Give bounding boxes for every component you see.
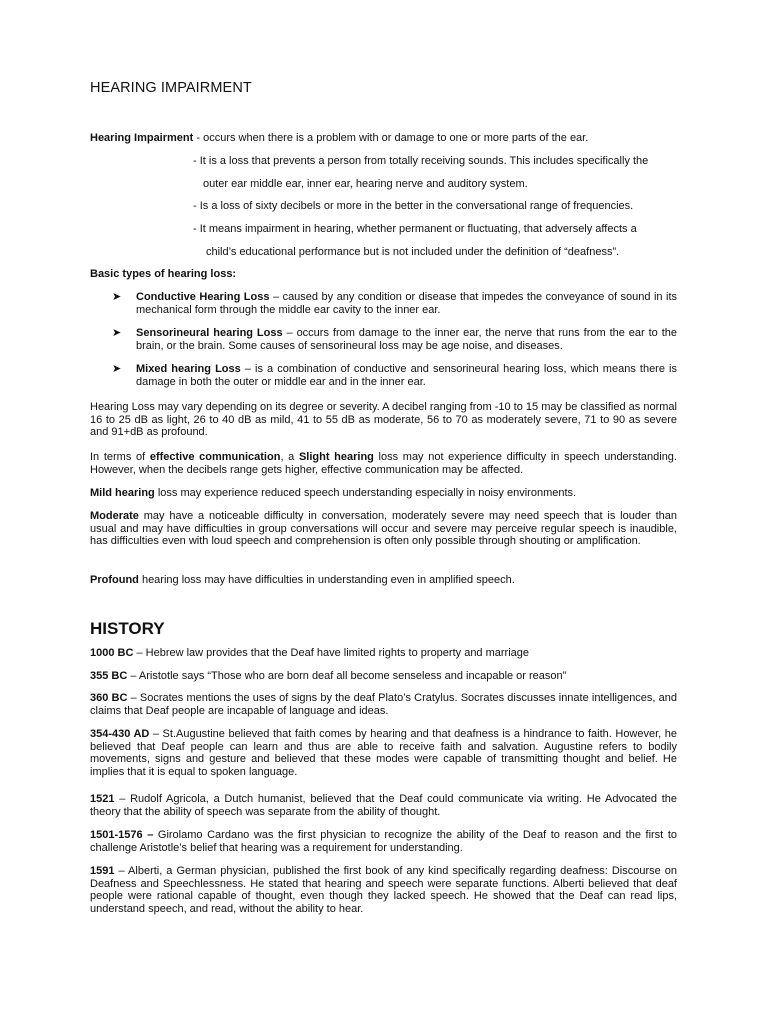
history-entry [90,829,677,854]
comm-text: loss may not experience difficulty in speech understanding. However, when the decibels range gets higher, effective communication may be affected. [90,451,677,476]
mild-paragraph [90,487,677,500]
definition-point: - Is a loss of sixty decibels or more in the better in the conversational range of frequencies. [193,200,634,212]
arrow-bullet-icon: ➤ [112,363,122,375]
history-entry [90,728,677,778]
history-entry [90,865,677,915]
history-date: 355 BC [90,670,128,682]
definition-point: child’s educational performance but is not included under the definition of “deafness”. [206,246,620,258]
definition-line [90,132,588,144]
history-text: Girolamo Cardano was the first physician to recognize the ability of the Deaf to reason and the first to challenge Aristotle’s belief that hearing was a requirement for understanding. [90,829,677,854]
definition-point: - It means impairment in hearing, whether permanent or fluctuating, that adversely affects a [193,223,637,235]
list-item [112,327,677,353]
definition-text: - occurs when there is a problem with or damage to one or more parts of the ear. [193,132,589,144]
history-entry [90,647,677,660]
type-term: Mixed hearing Loss [136,363,241,375]
history-date: 360 BC [90,692,128,704]
profound-text: hearing loss may have difficulties in understanding even in amplified speech. [138,574,515,586]
arrow-bullet-icon: ➤ [112,327,122,339]
history-text: – Hebrew law provides that the Deaf have limited rights to property and marriage [133,647,530,659]
history-date: 1000 BC [90,647,134,659]
types-heading: Basic types of hearing loss: [90,268,237,280]
history-text: – Aristotle says “Those who are born deaf all become senseless and incapable or reason” [127,670,567,682]
profound-paragraph [90,574,677,587]
history-text: – Alberti, a German physician, published the first book of any kind specifically regarding deafness: Discourse on Deafness and Speechlessness. He stated that hearing and speech were separate functions. Alberti believed that deaf people were rational capable of thought, even though they lacked speech. He showed that the Deaf can read lips, understand speech, and read, without the ability to hear. [90,865,677,915]
definition-point: - It is a loss that prevents a person from totally receiving sounds. This includes specifically the [193,155,649,167]
moderate-paragraph [90,510,677,548]
type-term: Sensorineural hearing Loss [136,327,283,339]
page-title: HEARING IMPAIRMENT [90,80,252,96]
history-heading: HISTORY [90,619,165,638]
list-item [112,291,677,317]
comm-text: , a [280,451,299,463]
history-entry [90,793,677,818]
type-term: Conductive Hearing Loss [136,291,270,303]
definition-term: Hearing Impairment [90,132,194,144]
history-date: 1591 [90,865,115,877]
comm-term: Slight hearing [298,451,374,463]
history-date: 1501-1576 – [90,829,154,841]
type-text: – is a combination of conductive and sensorineural hearing loss, which means there is damage in both the outer or middle ear and in the inner ear. [136,363,677,388]
history-entry [90,692,677,717]
arrow-bullet-icon: ➤ [112,291,122,303]
profound-term: Profound [90,574,139,586]
history-date: 354-430 AD [90,728,150,740]
definition-point: outer ear middle ear, inner ear, hearing nerve and auditory system. [203,178,528,190]
history-text: – Rudolf Agricola, a Dutch humanist, believed that the Deaf could communicate via writing. He Advocated the theory that the ability of speech was separate from the ability of thought. [90,793,677,818]
comm-term: effective communication [149,451,281,463]
mild-term: Mild hearing [90,487,155,499]
history-text: – Socrates mentions the uses of signs by the deaf Plato’s Cratylus. Socrates discusses innate intelligences, and claims that Deaf people are incapable of language and ideas. [90,692,678,717]
mild-text: loss may experience reduced speech understanding especially in noisy environments. [154,487,577,499]
moderate-term: Moderate [90,510,139,522]
history-entry [90,670,677,683]
history-text: – St.Augustine believed that faith comes by hearing and that deafness is a hindrance to faith. However, he believed that Deaf people can learn and thus are able to receive faith and salvation. Augustine refers to bodily movements, signs and gesture and believed that these modes were capable of transmitting thought and belief. He implies that it is equal to spoken language. [90,728,677,778]
comm-text: In terms of [90,451,150,463]
degree-paragraph: Hearing Loss may vary depending on its degree or severity. A decibel ranging from -10 to 15 may be classified as normal 16 to 25 dB as light, 26 to 40 dB as mild, 41 to 55 dB as moderate, 56 to 70 as moderately severe, 71 to 90 as severe and 91+dB as profound. [90,401,677,439]
history-date: 1521 [90,793,115,805]
list-item [112,363,677,389]
communication-paragraph [90,451,677,476]
type-text: – caused by any condition or disease that impedes the conveyance of sound in its mechanical form through the middle ear cavity to the inner ear. [136,291,677,316]
type-text: – occurs from damage to the inner ear, the nerve that runs from the ear to the brain, or the brain. Some causes of sensorineural loss may be age noise, and diseases. [136,327,677,352]
moderate-text: may have a noticeable difficulty in conversation, moderately severe may need speech that is louder than usual and may have difficulties in group conversations will occur and severe may perceive regular speech is inaudible, has difficulties even with loud speech and comprehension is often only possible through shouting or amplification. [90,510,677,548]
